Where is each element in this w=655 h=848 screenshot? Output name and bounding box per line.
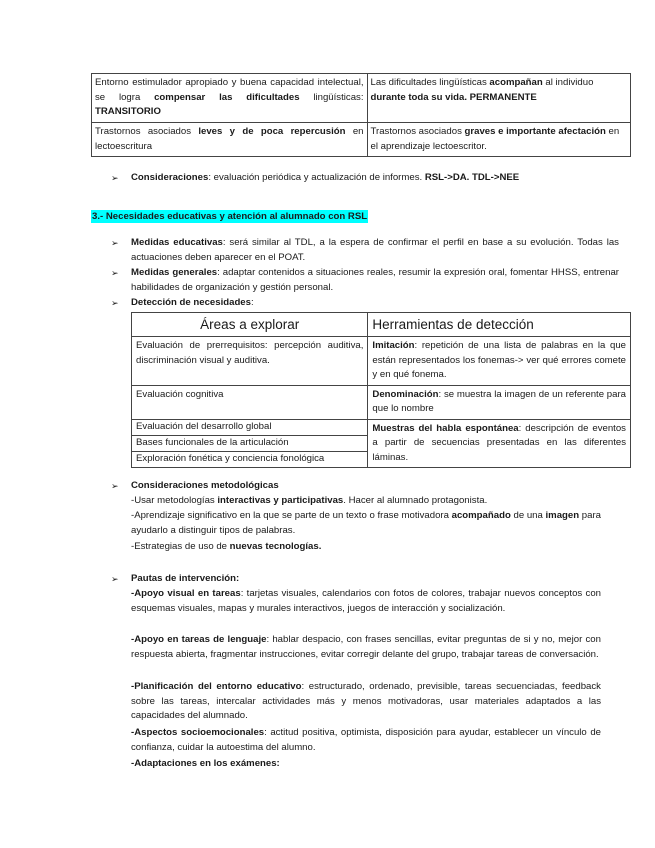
line-bold: imagen xyxy=(545,510,580,521)
item-text: : hablar despacio, con frases sencillas, evitar preguntas de si y no, mejor con respuesta abierta, fragmentar instrucciones, evitar corregir delante del grupo, trabajar tareas de conversación. xyxy=(131,634,601,660)
line-text: -Usar metodologías xyxy=(131,495,218,506)
column-header: Herramientas de detección xyxy=(368,313,631,337)
methodological-line xyxy=(131,540,601,555)
line-bold: nuevas tecnologías. xyxy=(229,541,322,552)
table-row xyxy=(132,337,631,386)
cell-text: lingüísticas: xyxy=(299,91,364,103)
table-cell: Exploración fonética y conciencia fonológica xyxy=(132,451,368,467)
section-title: 3.- Necesidades educativas y atención al alumnado con RSL xyxy=(92,211,368,222)
measures-general xyxy=(131,266,619,295)
bullet-text: : xyxy=(250,297,254,308)
bullet-label: Pautas de intervención: xyxy=(131,573,240,584)
bullet-label: Consideraciones metodológicas xyxy=(131,480,279,491)
cell-text: : repetición de una lista de palabras en la que están representados los fonemas-> ver qué errores comete y en qué fonema. xyxy=(372,340,626,380)
arrow-bullet-icon: ➢ xyxy=(111,298,119,308)
arrow-bullet-icon: ➢ xyxy=(111,574,119,584)
cell-text: al individuo xyxy=(542,77,594,88)
cell-text: en el aprendizaje lectoescritor. xyxy=(370,126,620,152)
methodological-line xyxy=(131,494,601,509)
cell-bold: TRANSITORIO xyxy=(95,106,161,117)
table-cell: Evaluación de prerrequisitos: percepción auditiva, discriminación visual y auditiva. xyxy=(132,337,368,386)
item-bold: -Adaptaciones en los exámenes: xyxy=(131,758,280,769)
cell-bold: leves y de poca repercusión xyxy=(198,126,346,137)
cell-text: Trastornos asociados xyxy=(370,126,465,137)
line-text: para ayudarlo a distinguir tipos de palabras. xyxy=(131,510,601,536)
cell-bold: compensar las dificultades xyxy=(154,91,300,103)
table-cell: Bases funcionales de la articulación xyxy=(132,435,368,451)
needs-detection xyxy=(131,296,619,311)
considerations-bold: RSL->DA. TDL->NEE xyxy=(424,172,520,183)
table-cell xyxy=(368,337,631,386)
line-text: . Hacer al alumnado protagonista. xyxy=(343,495,488,506)
cell-bold: Muestras del habla espontánea xyxy=(372,422,519,434)
detection-table xyxy=(131,312,631,468)
table-cell: Evaluación cognitiva xyxy=(132,385,368,419)
line-text: de una xyxy=(510,510,546,521)
bullet-label: Detección de necesidades xyxy=(131,297,251,308)
cell-bold: acompañan xyxy=(489,77,543,88)
considerations-text: : evaluación periódica y actualización de informes. xyxy=(208,172,425,183)
cell-text: Entorno estimulador apropiado y buena capacidad intelectual, se logra xyxy=(95,77,364,103)
measures-educational xyxy=(131,236,619,265)
item-text: : estructurado, ordenado, previsible, tareas secuenciadas, feedback sobre las tareas, intercalar actividades más y menos motivadoras, usar materiales adaptados a las capacidades del alumnado. xyxy=(131,681,601,721)
column-header: Áreas a explorar xyxy=(132,313,368,337)
table-row xyxy=(92,74,631,123)
item-bold: -Apoyo visual en tareas xyxy=(131,588,241,599)
cell-text: Las dificultades lingüísticas xyxy=(370,77,490,88)
cell-bold: durante toda su vida. PERMANENTE xyxy=(370,91,537,103)
arrow-bullet-icon: ➢ xyxy=(111,481,119,491)
cell-text: : descripción de eventos a partir de secuencias presentadas en las diferentes láminas. xyxy=(372,422,626,463)
bullet-text: : adaptar contenidos a situaciones reales, resumir la expresión oral, fomentar HHSS, entrenar habilidades de organización y gestión personal. xyxy=(131,267,619,293)
cell-bold: graves e importante afectación xyxy=(464,126,606,137)
arrow-bullet-icon: ➢ xyxy=(111,173,119,183)
item-bold: -Planificación del entorno educativo xyxy=(131,681,302,692)
line-bold: acompañado xyxy=(451,510,511,521)
table-cell xyxy=(92,123,368,157)
table-cell xyxy=(368,385,631,419)
intervention-item xyxy=(131,726,601,755)
table-cell xyxy=(367,74,631,123)
table-header-row xyxy=(132,313,631,337)
methodological-line xyxy=(131,509,601,538)
intervention-item xyxy=(131,680,601,724)
considerations-label: Consideraciones xyxy=(131,172,209,183)
line-text: -Aprendizaje significativo en la que se parte de un texto o frase motivadora xyxy=(131,510,452,521)
cell-bold: Denominación xyxy=(372,388,439,400)
table-row xyxy=(92,123,631,157)
table-cell xyxy=(368,419,631,468)
table-row xyxy=(132,385,631,419)
line-bold: interactivas y participativas xyxy=(217,495,344,506)
intervention-item xyxy=(131,757,601,772)
table-row xyxy=(132,419,631,435)
transitory-permanent-table xyxy=(91,73,631,157)
arrow-bullet-icon: ➢ xyxy=(111,238,119,248)
intervention-title xyxy=(131,572,619,587)
methodological-title xyxy=(131,479,619,494)
table-cell: Evaluación del desarrollo global xyxy=(132,419,368,435)
bullet-label: Medidas generales xyxy=(131,267,218,278)
considerations-line xyxy=(131,171,619,186)
intervention-item xyxy=(131,587,601,616)
cell-text: Trastornos asociados xyxy=(95,126,199,137)
cell-text: : se muestra la imagen de un referente para que lo nombre xyxy=(372,388,626,414)
item-bold: -Apoyo en tareas de lenguaje xyxy=(131,634,267,645)
item-text: : tarjetas visuales, calendarios con fotos de colores, trabajar nuevos conceptos con esquemas visuales, mapas y murales interactivos, juegos de interacción y socialización. xyxy=(131,588,601,614)
table-cell xyxy=(92,74,368,123)
item-text: : actitud positiva, optimista, disposición para ayudar, establecer un vínculo de confianza, cuidar la autoestima del alumno. xyxy=(131,727,601,753)
table-cell xyxy=(367,123,631,157)
bullet-text: : será similar al TDL, a la espera de confirmar el perfil en base a su evolución. Todas las actuaciones deben aparecer en el POAT. xyxy=(131,237,619,263)
cell-bold: Imitación xyxy=(372,340,415,351)
item-bold: -Aspectos socioemocionales xyxy=(131,727,265,738)
line-text: -Estrategias de uso de xyxy=(131,541,230,552)
bullet-label: Medidas educativas xyxy=(131,237,223,248)
arrow-bullet-icon: ➢ xyxy=(111,268,119,278)
cell-text: en lectoescritura xyxy=(95,126,364,152)
intervention-item xyxy=(131,633,601,662)
